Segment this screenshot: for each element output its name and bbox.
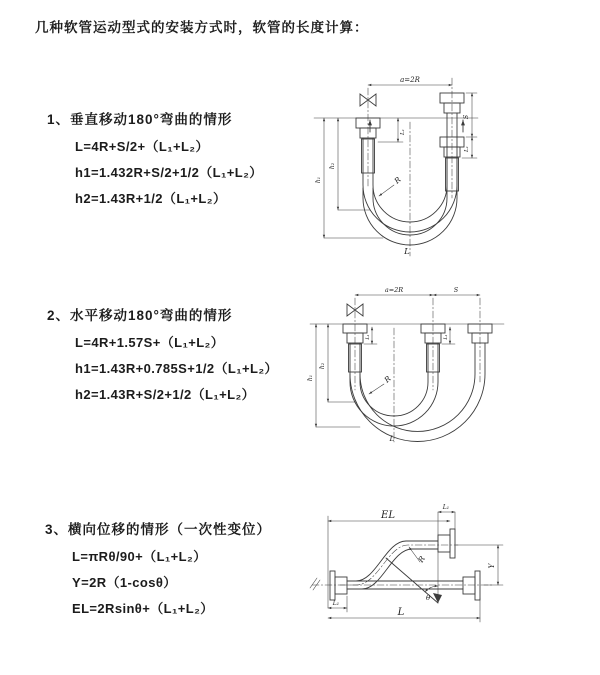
diagram-horizontal-180-bend — [308, 282, 593, 457]
dim-label-h1: h₁ — [315, 176, 322, 184]
curved-hose-centerline — [340, 545, 458, 585]
hose-drawing-1 — [314, 78, 478, 256]
centerline-break-mark — [310, 578, 320, 590]
hose-drawing-2 — [310, 298, 504, 442]
dim-label-el: EL — [381, 510, 395, 521]
dim-label-l1-mid: L₁ — [443, 334, 449, 340]
dimensions-2 — [316, 295, 480, 427]
dim-label-l1-bottom: L₁ — [332, 600, 340, 607]
dim-label-r: R — [382, 374, 393, 385]
hose-inner-wall-pos2 — [360, 343, 475, 431]
dim-label-h2: h₂ — [329, 162, 336, 170]
centerlines — [355, 298, 480, 442]
dim-label-l1-right: L₁ — [464, 146, 470, 152]
dim-label-h1: h₁ — [307, 374, 314, 382]
dim-label-theta: θ — [426, 594, 431, 602]
dim-label-h2: h₂ — [319, 362, 326, 370]
section-2-formula-L: L=4R+1.57S+（L₁+L₂） — [75, 335, 225, 350]
dim-label-a2r: a=2R — [384, 286, 404, 294]
section-3-formula-EL: EL=2Rsinθ+（L₁+L₂） — [72, 601, 214, 616]
section-1-formula-h1: h1=1.432R+S/2+1/2（L₁+L₂） — [75, 165, 263, 180]
centerlines — [368, 78, 452, 256]
dim-label-s: S — [462, 114, 470, 120]
dimensions-3 — [328, 512, 503, 622]
section-3-formula-Y: Y=2R（1-cosθ） — [72, 575, 177, 590]
dim-label-s: S — [453, 286, 459, 294]
page-title: 几种软管运动型式的安装方式时，软管的长度计算： — [35, 20, 369, 35]
dim-label-l1-left: L₁ — [400, 129, 406, 135]
dim-label-r: R — [392, 175, 403, 186]
section-1-formula-L: L=4R+S/2+（L₁+L₂） — [75, 139, 209, 154]
dim-label-y: Y — [487, 563, 496, 569]
section-1-formula-h2: h2=1.43R+1/2（L₁+L₂） — [75, 191, 227, 206]
section-1-heading: 1、垂直移动180°弯曲的情形 — [47, 112, 233, 127]
hose-drawing-3 — [310, 529, 494, 600]
dim-label-l: L — [397, 607, 405, 618]
dim-label-l1-left: L₁ — [365, 334, 371, 340]
section-3-heading: 3、横向位移的情形（一次性变位） — [45, 522, 272, 537]
dim-label-l: L — [389, 434, 395, 443]
dim-label-l: L — [404, 247, 410, 257]
diagram-lateral-displacement — [298, 500, 598, 665]
dim-label-a2r: a=2R — [400, 76, 420, 84]
curved-hose-bottom-wall — [347, 549, 438, 589]
dim-label-r: R — [416, 554, 427, 565]
section-2-heading: 2、水平移动180°弯曲的情形 — [47, 308, 233, 323]
section-3-formula-L: L=πRθ/90+（L₁+L₂） — [72, 549, 207, 564]
section-2-formula-h2: h2=1.43R+S/2+1/2（L₁+L₂） — [75, 387, 256, 402]
hose-outer-wall-pos2 — [350, 343, 485, 442]
diagram-vertical-180-bend — [310, 70, 595, 265]
dim-label-l1-top: L₁ — [442, 504, 450, 511]
section-2-formula-h1: h1=1.43R+0.785S+1/2（L₁+L₂） — [75, 361, 278, 376]
angle-vertex-arrow — [433, 593, 442, 603]
